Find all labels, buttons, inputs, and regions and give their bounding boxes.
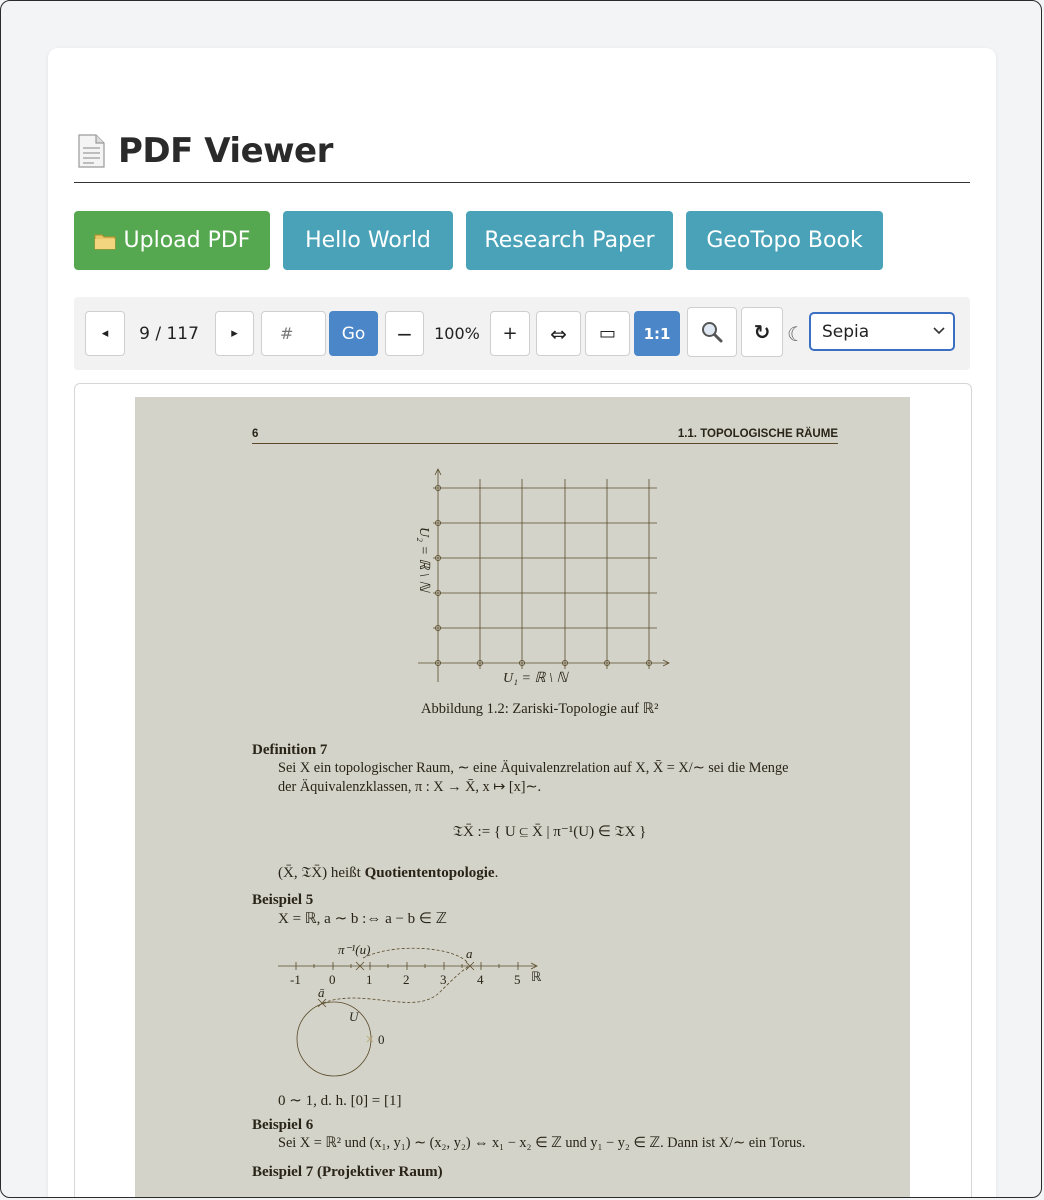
conclusion-text: (X̄, 𝔗X̄) heißt	[278, 865, 365, 881]
theme-select-value: Sepia	[822, 321, 870, 342]
tick-label-m1: -1	[290, 972, 301, 987]
upload-pdf-button[interactable]	[74, 211, 270, 270]
section-header: 1.1. TOPOLOGISCHE RÄUME	[677, 428, 838, 440]
viewer-toolbar	[74, 297, 970, 370]
folder-icon	[94, 232, 116, 250]
definition-line-2: der Äquivalenzklassen, π : X → X̄, x ↦ [x]∼.	[278, 779, 542, 795]
next-icon: ▸	[231, 326, 238, 341]
theme-icon: ☾	[787, 321, 805, 346]
theme-select[interactable]	[809, 312, 955, 351]
example5-heading: Beispiel 5	[252, 892, 314, 908]
research-paper-button[interactable]	[466, 211, 673, 270]
fit-width-button[interactable]: ⇔	[536, 311, 581, 356]
u-label: U	[349, 1009, 359, 1024]
quotient-topology-term: Quotiententopologie	[364, 865, 495, 881]
page-number: 6	[252, 428, 259, 440]
pdf-page	[135, 397, 910, 1198]
tick-label-5: 5	[514, 972, 521, 987]
tick-label-3: 3	[440, 972, 447, 987]
zero-label: 0	[378, 1032, 385, 1047]
abar-label: ā	[318, 985, 325, 1000]
actual-size-button[interactable]: 1:1	[634, 311, 680, 356]
pdf-canvas-container[interactable]	[74, 383, 972, 1198]
tick-label-0: 0	[329, 972, 336, 987]
chevron-down-icon	[933, 326, 945, 336]
tick-label-4: 4	[477, 972, 484, 987]
hello-world-button[interactable]	[283, 211, 453, 270]
zoom-in-button[interactable]: +	[490, 311, 530, 356]
y-axis-label: U₂ = ℝ \ ℕ	[416, 527, 431, 592]
preimage-label: π⁻¹(u)	[338, 942, 371, 957]
zoom-level: 100%	[434, 324, 480, 343]
prev-icon: ◂	[101, 326, 109, 341]
geotopo-book-button[interactable]	[686, 211, 883, 270]
tick-label-2: 2	[403, 972, 410, 987]
point-a-label: a	[466, 946, 473, 961]
definition-heading: Definition 7	[252, 742, 328, 758]
research-paper-label: Research Paper	[484, 228, 655, 253]
page-number-input[interactable]	[261, 311, 326, 356]
magnifier-icon	[700, 320, 724, 344]
figure-caption: Abbildung 1.2: Zariski-Topologie auf ℝ²	[421, 701, 659, 717]
app-card	[48, 48, 996, 1198]
example7-heading: Beispiel 7 (Projektiver Raum)	[252, 1164, 443, 1180]
example6-heading: Beispiel 6	[252, 1117, 314, 1133]
next-page-button[interactable]	[215, 311, 254, 356]
hello-world-label: Hello World	[305, 228, 431, 253]
x-axis-label: U₁ = ℝ \ ℕ	[503, 671, 568, 686]
definition-line-1: Sei X ein topologischer Raum, ∼ eine Äquivalenzrelation auf X, X̄ = X/∼ sei die Menge	[278, 760, 789, 776]
geotopo-book-label: GeoTopo Book	[706, 228, 863, 253]
tick-label-1: 1	[366, 972, 373, 987]
example5-line: X = ℝ, a ∼ b :⇔ a − b ∈ ℤ	[278, 911, 447, 927]
conclusion-period: .	[494, 865, 499, 881]
go-button[interactable]: Go	[329, 311, 378, 356]
header	[74, 126, 970, 183]
quotient-diagram	[135, 397, 910, 1198]
search-button[interactable]	[687, 307, 737, 357]
document-icon	[74, 133, 108, 169]
page-title: PDF Viewer	[118, 131, 333, 171]
definition-formula: 𝔗X̄ := { U ⊆ X̄ | π⁻¹(U) ∈ 𝔗X }	[453, 824, 647, 840]
rotate-button[interactable]: ↻	[741, 307, 783, 357]
fit-page-button[interactable]: ▭	[585, 311, 630, 356]
zoom-out-button[interactable]: −	[385, 311, 424, 356]
page-indicator: 9 / 117	[139, 323, 199, 344]
upload-pdf-label: Upload PDF	[123, 228, 251, 253]
sample-buttons	[74, 211, 883, 270]
example5-after: 0 ∼ 1, d. h. [0] = [1]	[278, 1093, 402, 1109]
axis-r-label: ℝ	[531, 969, 542, 984]
example6-line: Sei X = ℝ² und (x₁, y₁) ∼ (x₂, y₂) ⇔ x₁ − x₂ ∈ ℤ und y₁ − y₂ ∈ ℤ. Dann ist X/∼ ein Torus.	[278, 1135, 806, 1151]
prev-page-button[interactable]	[85, 311, 125, 356]
